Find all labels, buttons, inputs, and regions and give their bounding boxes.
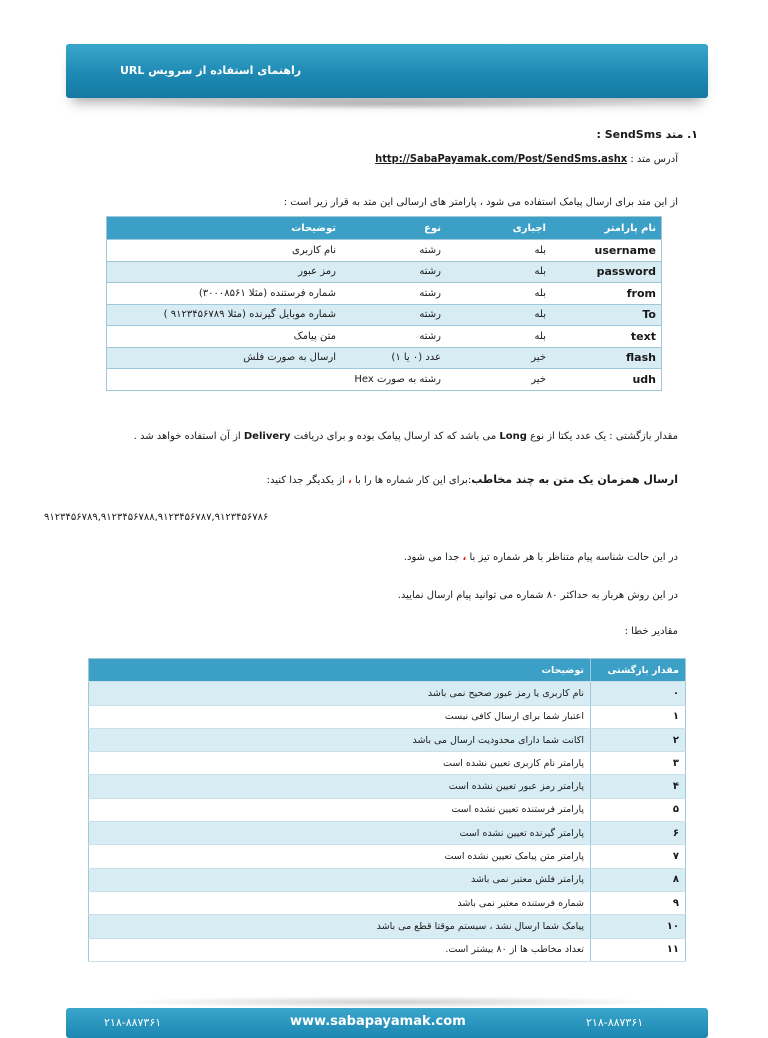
param-type: رشته — [341, 283, 446, 305]
param-required: بله — [446, 326, 551, 348]
limit-text: در این روش هربار به حداکثر ۸۰ شماره می توانید پیام ارسال نمایید. — [397, 590, 678, 601]
error-code: ۱ — [591, 705, 686, 728]
method-name: SendSms — [604, 128, 662, 141]
params-row — [107, 369, 662, 391]
logo-slogan: سامانه هوشمند پیام کوتاه — [582, 32, 678, 42]
param-desc — [107, 369, 342, 391]
header-shadow — [110, 98, 670, 110]
multi-comma: ، — [348, 475, 352, 486]
error-row — [89, 822, 686, 845]
error-row — [89, 752, 686, 775]
param-desc: شماره موبایل گیرنده (مثلا ۹۱۲۳۴۵۶۷۸۹ ) — [107, 304, 342, 326]
error-code: ۱۱ — [591, 938, 686, 961]
error-desc: تعداد مخاطب ها از ۸۰ بیشتر است. — [89, 938, 591, 961]
error-row — [89, 845, 686, 868]
params-header-type: نوع — [341, 217, 446, 240]
param-required: بله — [446, 304, 551, 326]
return-value-text — [134, 431, 678, 442]
errors-header-desc: توضیحات — [89, 659, 591, 682]
params-row — [107, 326, 662, 348]
footer-shadow — [110, 996, 670, 1008]
error-desc: پارامتر گیرنده تعیین نشده است — [89, 822, 591, 845]
separator-after: جدا می شود. — [403, 552, 460, 563]
param-type: رشته — [341, 326, 446, 348]
numbers-example: ۹۱۲۳۴۵۶۷۸۹,۹۱۲۳۴۵۶۷۸۸,۹۱۲۳۴۵۶۷۸۷,۹۱۲۳۴۵۶۷۸۶ — [44, 512, 269, 523]
error-desc: پارامتر متن پیامک تعیین نشده است — [89, 845, 591, 868]
error-desc: پارامتر فرستنده تعیین نشده است — [89, 798, 591, 821]
error-desc: پارامتر فلش معتبر نمی باشد — [89, 868, 591, 891]
error-code: ۹ — [591, 891, 686, 914]
param-required: خیر — [446, 369, 551, 391]
params-table — [106, 216, 662, 391]
error-row — [89, 798, 686, 821]
param-name: flash — [551, 347, 662, 369]
param-required: بله — [446, 240, 551, 262]
error-row — [89, 868, 686, 891]
multi-rest-before: :برای این کار شماره ها را با — [355, 475, 472, 486]
error-desc: اکانت شما دارای محدودیت ارسال می باشد — [89, 728, 591, 751]
param-required: خیر — [446, 347, 551, 369]
address-url[interactable]: http://SabaPayamak.com/Post/SendSms.ashx — [375, 152, 628, 165]
footer-site[interactable]: www.sabapayamak.com — [290, 1014, 466, 1029]
error-row — [89, 915, 686, 938]
params-row — [107, 304, 662, 326]
param-type: رشته — [341, 304, 446, 326]
param-name: To — [551, 304, 662, 326]
param-desc: شماره فرستنده (مثلا ۳۰۰۰۸۵۶۱) — [107, 283, 342, 305]
errors-header-code: مقدار بازگشتی — [591, 659, 686, 682]
error-desc: پیامک شما ارسال نشد ، سیستم موقتا قطع می باشد — [89, 915, 591, 938]
error-row — [89, 682, 686, 705]
multi-send-text — [267, 473, 678, 486]
method-heading — [596, 128, 698, 141]
error-row — [89, 775, 686, 798]
params-row — [107, 240, 662, 262]
return-long: Long — [499, 431, 527, 442]
error-row — [89, 938, 686, 961]
params-header-desc: توضیحات — [107, 217, 342, 240]
method-address — [375, 152, 678, 165]
params-header-row — [107, 217, 662, 240]
error-code: ۸ — [591, 868, 686, 891]
error-desc: اعتبار شما برای ارسال کافی نیست — [89, 705, 591, 728]
param-name: password — [551, 261, 662, 283]
return-middle: می باشد که کد ارسال پیامک بوده و برای دریافت — [293, 431, 497, 442]
error-desc: نام کاربری یا رمز عبور صحیح نمی باشد — [89, 682, 591, 705]
error-code: ۴ — [591, 775, 686, 798]
footer-phone-left: ۲۱۸-۸۸۷۳۶۱ — [104, 1016, 162, 1029]
return-delivery: Delivery — [243, 431, 291, 442]
params-row — [107, 261, 662, 283]
separator-text — [404, 552, 678, 563]
param-name: from — [551, 283, 662, 305]
error-desc: شماره فرستنده معتبر نمی باشد — [89, 891, 591, 914]
param-desc: ارسال به صورت فلش — [107, 347, 342, 369]
param-desc: نام کاربری — [107, 240, 342, 262]
multi-bold: ارسال همزمان یک متن به چند مخاطب — [471, 473, 678, 486]
params-row — [107, 347, 662, 369]
param-type: رشته به صورت Hex — [341, 369, 446, 391]
error-row — [89, 728, 686, 751]
method-label: متد — [665, 128, 684, 141]
error-code: ۷ — [591, 845, 686, 868]
multi-rest-after: از یکدیگر جدا کنید: — [266, 475, 345, 486]
intro-text: از این متد برای ارسال پیامک استفاده می شود ، پارامتر های ارسالی این متد به قرار زیر است : — [283, 197, 678, 208]
separator-before: در این حالت شناسه پیام متناظر با هر شماره تیز با — [469, 552, 678, 563]
errors-header-row — [89, 659, 686, 682]
error-code: ۶ — [591, 822, 686, 845]
error-row — [89, 705, 686, 728]
logo: صباپیامک — [625, 4, 748, 35]
error-code: ۲ — [591, 728, 686, 751]
header-title: راهنمای استفاده از سرویس URL — [120, 64, 302, 77]
param-name: username — [551, 240, 662, 262]
param-required: بله — [446, 283, 551, 305]
params-row — [107, 283, 662, 305]
error-code: ۰ — [591, 682, 686, 705]
method-number: ١. — [687, 128, 698, 141]
param-type: رشته — [341, 240, 446, 262]
param-name: text — [551, 326, 662, 348]
error-code: ۳ — [591, 752, 686, 775]
footer-phone-right: ۲۱۸-۸۸۷۳۶۱ — [586, 1016, 644, 1029]
return-prefix: مقدار بازگشتی : یک عدد یکتا از نوع — [530, 431, 678, 442]
param-type: عدد (۰ یا ۱) — [341, 347, 446, 369]
error-code: ۱۰ — [591, 915, 686, 938]
separator-comma: ، — [462, 552, 467, 563]
errors-label: مقادیر خطا : — [624, 626, 678, 637]
param-required: بله — [446, 261, 551, 283]
address-label: آدرس متد : — [630, 154, 678, 165]
param-desc: متن پیامک — [107, 326, 342, 348]
param-type: رشته — [341, 261, 446, 283]
error-desc: پارامتر رمز عبور تعیین نشده است — [89, 775, 591, 798]
errors-table — [88, 658, 686, 962]
error-desc: پارامتر نام کاربری تعیین نشده است — [89, 752, 591, 775]
param-desc: رمز عبور — [107, 261, 342, 283]
params-header-required: اجباری — [446, 217, 551, 240]
params-header-name: نام پارامتر — [551, 217, 662, 240]
error-row — [89, 891, 686, 914]
method-colon: : — [596, 128, 601, 141]
error-code: ۵ — [591, 798, 686, 821]
return-suffix: از آن استفاده خواهد شد . — [133, 431, 241, 442]
param-name: udh — [551, 369, 662, 391]
